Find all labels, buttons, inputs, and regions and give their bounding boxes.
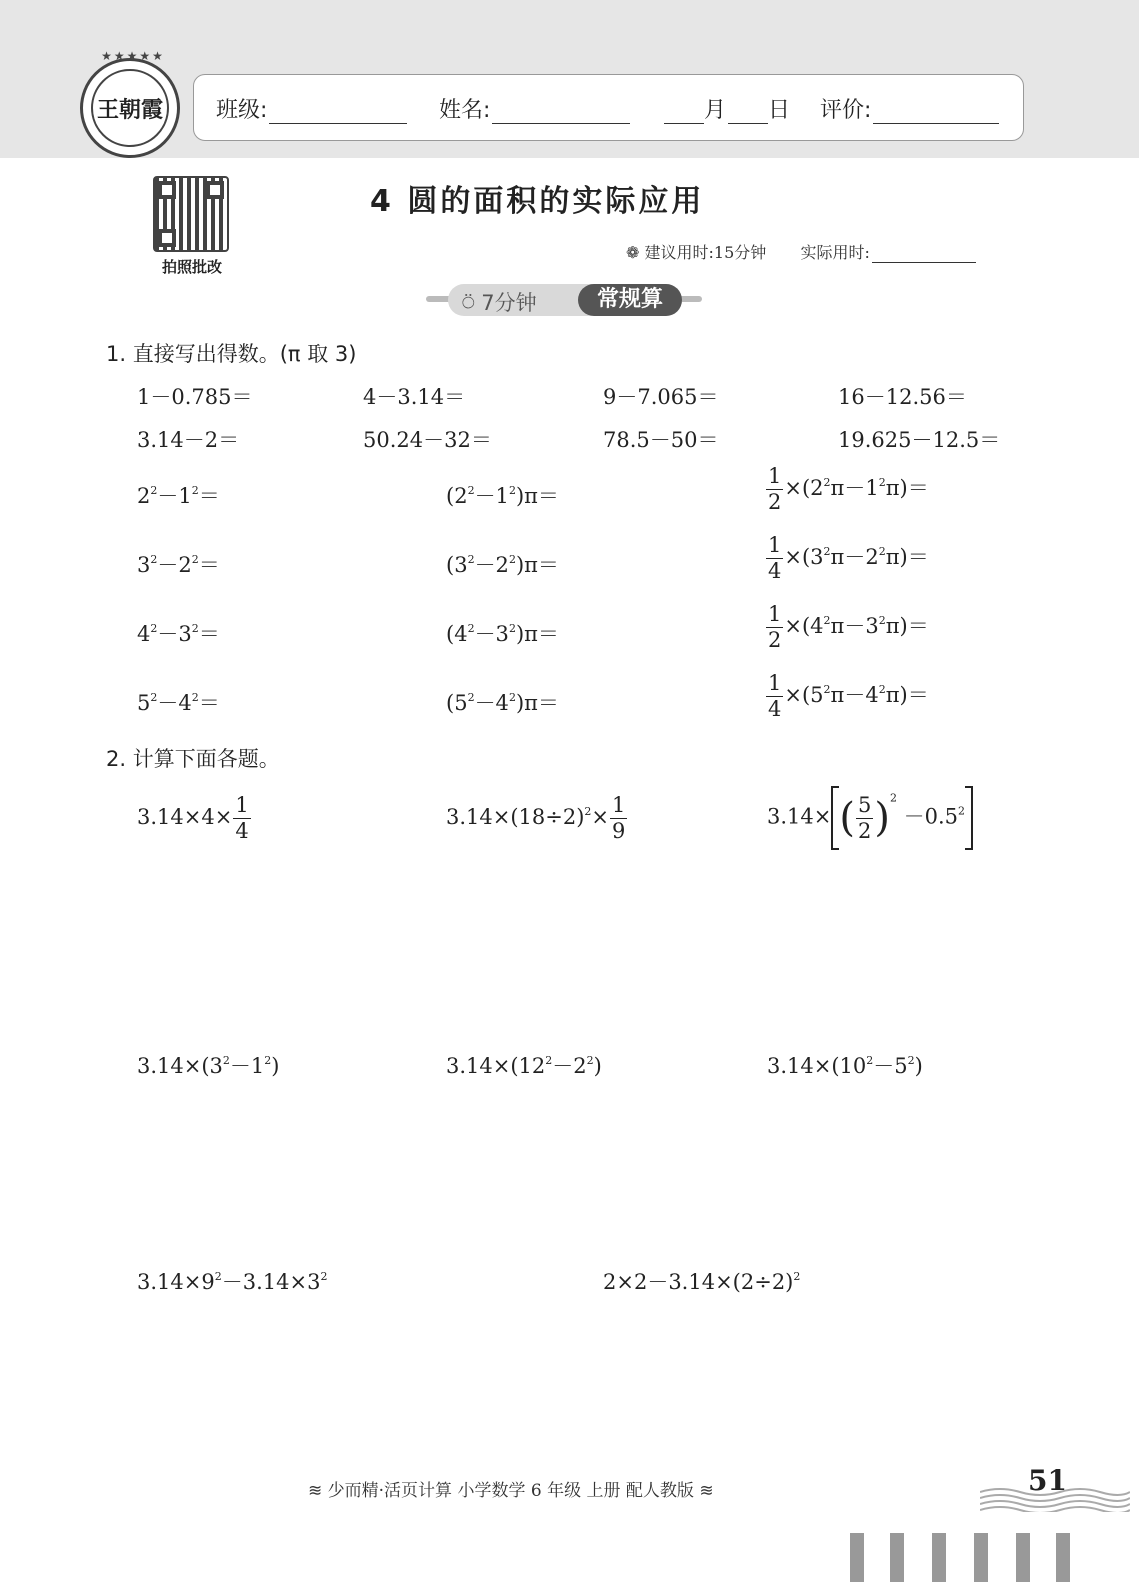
class-field[interactable] [216, 93, 407, 124]
q2-item: 3.14×4× $\frac{1}{4}$ [137, 793, 249, 843]
edge-bar [932, 1533, 946, 1582]
section-time: ⍥ 7分钟 [462, 291, 537, 315]
q1-item: 4－3.14＝ [363, 385, 466, 409]
q1-heading: 1. 直接写出得数。(π 取 3) [106, 342, 357, 366]
q2-item: $3.14\times(10^2-5^2)$ [767, 1054, 923, 1078]
logo-text: 王朝霞 [91, 69, 169, 147]
class-blank[interactable] [269, 101, 407, 124]
rating-blank[interactable] [873, 101, 999, 124]
rating-label: 评价: [820, 98, 872, 123]
q1-power-item: $2^2-1^2=$ [137, 484, 220, 508]
q1-power-item: $3^2-2^2=$ [137, 553, 220, 577]
actual-time-label: 实际用时: [800, 243, 870, 262]
date-field[interactable] [662, 93, 790, 124]
time-hint [626, 240, 976, 263]
footer-text: ≋ 少而精·活页计算 小学数学 6 年级 上册 配人教版 ≋ [308, 1481, 714, 1501]
q2-item: $3.14\times(12^2-2^2)$ [446, 1054, 602, 1078]
edge-bar [1016, 1533, 1030, 1582]
q1-item: 19.625－12.5＝ [838, 428, 1001, 452]
q1-power-item: $5^2-4^2=$ [137, 691, 220, 715]
q1-power-item: $(2^2-1^2)\pi=$ [446, 484, 559, 508]
q1-power-item: $(5^2-4^2)\pi=$ [446, 691, 559, 715]
actual-time-blank[interactable] [872, 244, 976, 263]
name-blank[interactable] [492, 101, 630, 124]
q1-power-item: $4^2-3^2=$ [137, 622, 220, 646]
q1-item: 3.14－2＝ [137, 428, 240, 452]
clock-flower-icon: ❁ [626, 243, 640, 262]
q2-item: 3.14× ( $\frac{5}{2}$ )$^2 -0.5^2$ [767, 786, 973, 850]
brand-logo [80, 49, 180, 158]
qr-code-icon[interactable] [153, 176, 229, 252]
q1-item: 78.5－50＝ [603, 428, 719, 452]
q1-item: 9－7.065＝ [603, 385, 719, 409]
q1-power-item: $\frac{1}{2}$ $\times(4^2\pi-3^2\pi)=$ [768, 602, 929, 652]
q1-power-item: $(3^2-2^2)\pi=$ [446, 553, 559, 577]
q1-power-item: $\frac{1}{4}$ $\times(3^2\pi-2^2\pi)=$ [768, 533, 929, 583]
day-blank[interactable] [728, 101, 768, 124]
day-label: 日 [768, 98, 791, 123]
class-label: 班级: [216, 98, 268, 123]
page-title: 4 圆的面积的实际应用 [370, 184, 705, 219]
edge-bar [974, 1533, 988, 1582]
q1-item: 1－0.785＝ [137, 385, 253, 409]
q2-item: $3.14\times 9^2-3.14\times 3^2$ [137, 1270, 328, 1294]
month-blank[interactable] [664, 101, 704, 124]
wave-icon: ≋ [308, 1481, 323, 1501]
name-label: 姓名: [439, 98, 491, 123]
edge-bar [1056, 1533, 1070, 1582]
edge-bar [890, 1533, 904, 1582]
q1-power-item: $\frac{1}{2}$ $\times(2^2\pi-1^2\pi)=$ [768, 464, 929, 514]
rating-field[interactable] [820, 93, 999, 124]
month-label: 月 [704, 98, 727, 123]
q1-item: 50.24－32＝ [363, 428, 492, 452]
wave-icon: ≋ [699, 1481, 714, 1501]
edge-bar [850, 1533, 864, 1582]
name-field[interactable] [439, 93, 630, 124]
section-tag: 常规算 [578, 284, 682, 316]
q2-item: $3.14\times(18\div 2)^2\times$ $\frac{1}{9}$ [446, 793, 626, 843]
q1-power-item: $\frac{1}{4}$ $\times(5^2\pi-4^2\pi)=$ [768, 671, 929, 721]
qr-label: 拍照批改 [161, 258, 222, 276]
page-number: 51 [1028, 1464, 1067, 1497]
suggested-time: 建议用时:15分钟 [644, 243, 767, 262]
q2-item: $3.14\times(3^2-1^2)$ [137, 1054, 280, 1078]
q2-item: $2\times 2-3.14\times(2\div 2)^2$ [603, 1270, 801, 1294]
q2-heading: 2. 计算下面各题。 [106, 747, 280, 771]
logo-stars-icon: ★★★★★ [101, 49, 165, 63]
medal-icon: ⍥ [462, 291, 475, 315]
student-info-box [193, 74, 1024, 141]
q1-power-item: $(4^2-3^2)\pi=$ [446, 622, 559, 646]
q1-item: 16－12.56＝ [838, 385, 967, 409]
